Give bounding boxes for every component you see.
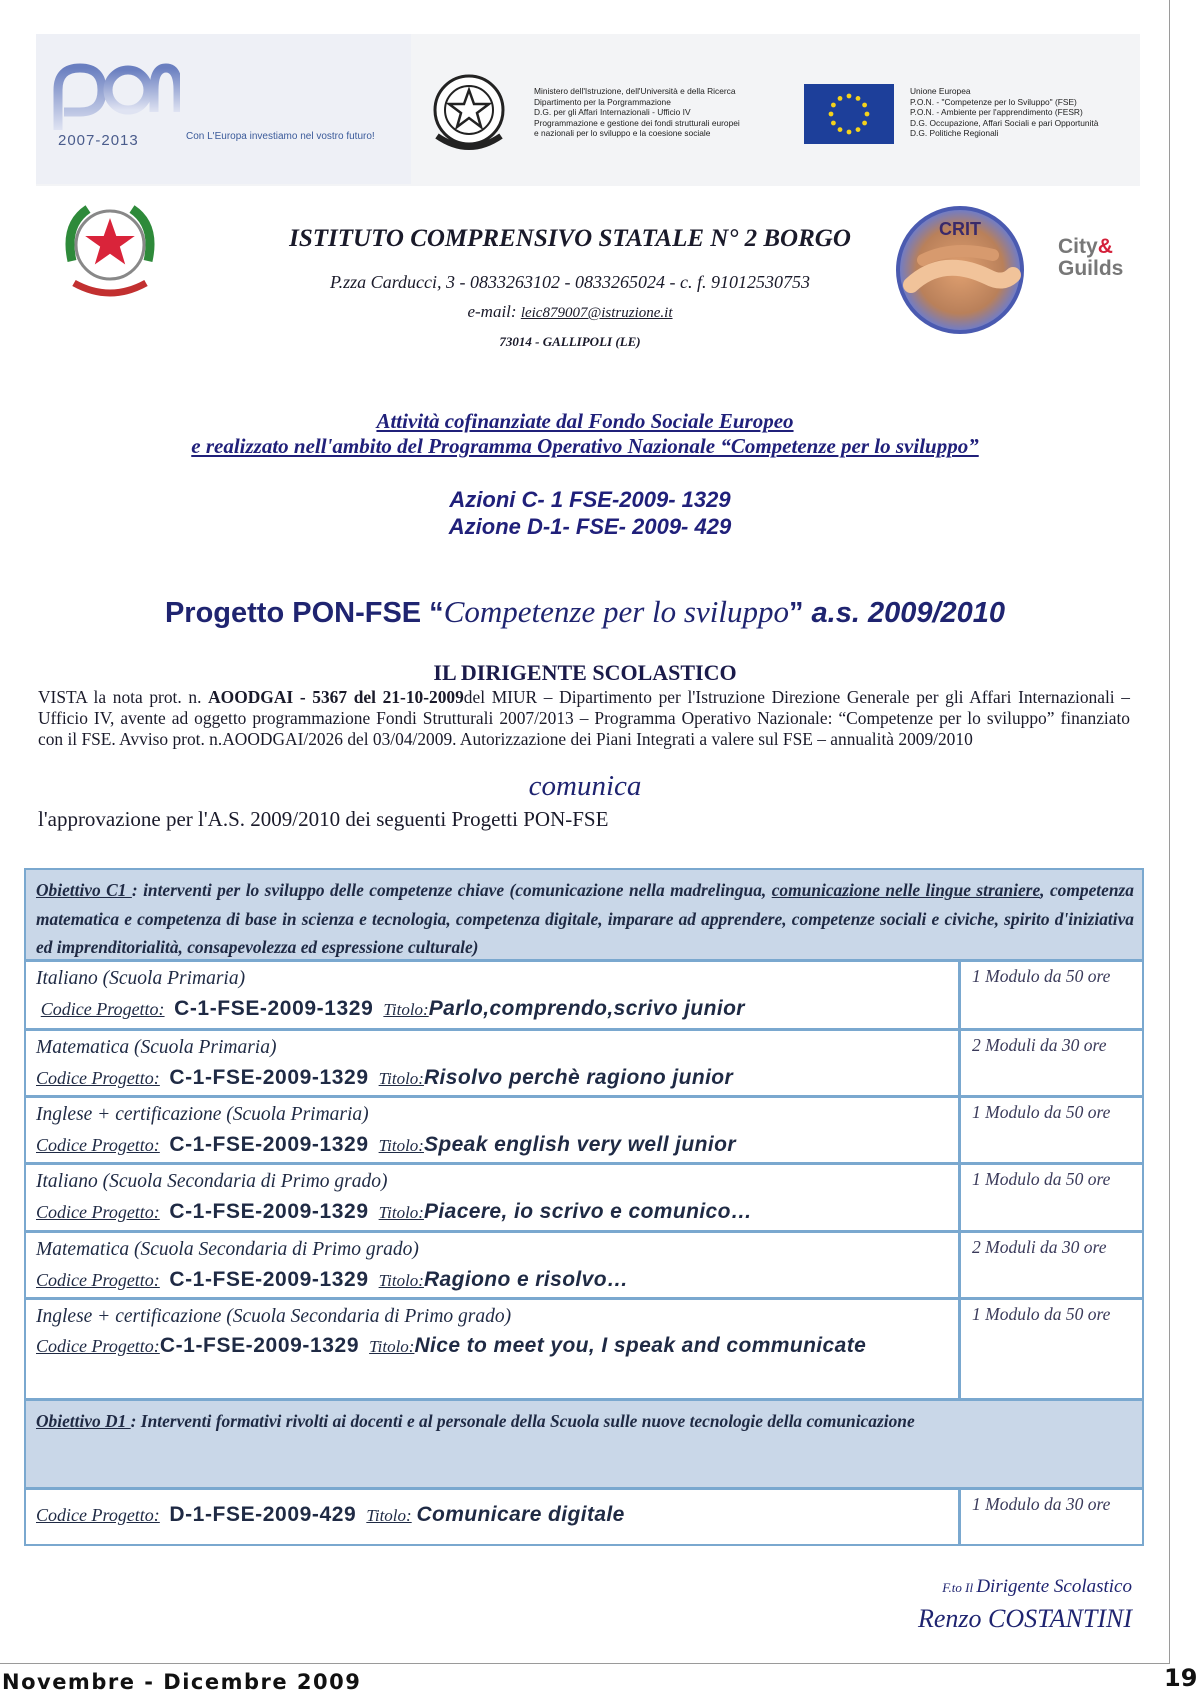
pon-years: 2007-2013 — [58, 132, 139, 149]
project-code: C-1-FSE-2009-1329 — [169, 1066, 369, 1089]
project-code: C-1-FSE-2009-1329 — [169, 1200, 369, 1223]
italian-republic-emblem-color-icon — [58, 195, 162, 305]
project-cell — [36, 966, 966, 1027]
code-label: Codice Progetto: — [36, 1270, 160, 1290]
obiettivo-c1-text — [36, 876, 1134, 962]
project-code: C-1-FSE-2009-1329 — [169, 1268, 369, 1291]
azione-c1: Azioni C- 1 FSE-2009- 1329 — [449, 487, 731, 512]
progetto-quote: ” — [788, 597, 812, 629]
code-label: Codice Progetto: — [36, 1336, 160, 1356]
vista-intro: VISTA la nota prot. n. — [38, 687, 209, 707]
azioni-block — [380, 486, 800, 540]
obiettivo-d1-row — [26, 1401, 1142, 1490]
email-label: e-mail: — [467, 302, 521, 321]
project-subject: Inglese + certificazione (Scuola Primaria) — [36, 1104, 369, 1125]
project-code: C-1-FSE-2009-1329 — [159, 1334, 360, 1357]
project-code: C-1-FSE-2009-1329 — [169, 1133, 369, 1156]
project-subject: Italiano (Scuola Secondaria di Primo grado) — [36, 1171, 388, 1192]
project-modules: 1 Modulo da 50 ore — [972, 1102, 1111, 1122]
pon-motto: Con L'Europa investiamo nel vostro futuro! — [186, 131, 375, 142]
obiettivo-c1-part-b: , competenza matematica e competenza di base in scienza e tecnologia, competenza digitale, imparare ad apprendere, competenze sociali e civiche, spirito d'iniziativa ed imprenditorialità, consapevolezza ed espressione culturale) — [36, 880, 1134, 957]
project-subject: Italiano (Scuola Primaria) — [36, 968, 246, 989]
table-row — [26, 962, 1142, 1031]
vista-body: del MIUR – Dipartimento per l'Istruzione Direzione Generale per gli Affari Internazionali – Ufficio IV, avente ad oggetto programmazione Fondi Strutturali 2007/2013 – Programma Operativo Nazionale: “Competenze per lo sviluppo” finanziato con il FSE. Avviso prot. n.AOODGAI/2026 del 03/04/2009. Autorizzazione dei Piani Integrati a valere sul FSE – annualità 2009/2010 — [38, 687, 1131, 749]
school-city: 73014 - GALLIPOLI (LE) — [499, 334, 641, 349]
signature-prefix: F.to Il — [942, 1580, 977, 1595]
signature-name: Renzo COSTANTINI — [917, 1604, 1132, 1633]
project-code-line — [36, 1061, 966, 1096]
project-cell — [36, 1494, 966, 1533]
project-modules: 1 Modulo da 50 ore — [972, 1169, 1111, 1189]
column-divider — [958, 1490, 961, 1544]
logo-banner — [36, 34, 1140, 186]
project-code-line — [36, 1498, 966, 1533]
italian-republic-emblem-icon — [429, 66, 509, 158]
project-title: Ragiono e risolvo… — [423, 1268, 629, 1291]
project-cell — [36, 1102, 966, 1163]
footer-date: Novembre - Dicembre 2009 — [2, 1670, 362, 1694]
city-guilds-logo — [1058, 236, 1132, 280]
email-link[interactable]: leic879007@istruzione.it — [520, 305, 673, 321]
project-title: Risolvo perchè ragiono junior — [423, 1066, 734, 1089]
projects-table — [24, 868, 1144, 1546]
project-cell — [36, 1035, 966, 1096]
project-title: Speak english very well junior — [423, 1133, 736, 1156]
cg-amp: & — [1097, 235, 1113, 258]
project-title: Nice to meet you, I speak and communicate — [414, 1334, 867, 1357]
table-row — [26, 1165, 1142, 1233]
column-divider — [958, 1031, 961, 1098]
eu-text: Unione Europea P.O.N. - "Competenze per lo Sviluppo" (FSE) P.O.N. - Ambiente per l'apprendimento (FESR) D.G. Occupazione, Affari Sociali e pari Opportunità D.G. Politiche Regionali — [910, 86, 1099, 139]
approvazione-text: l'approvazione per l'A.S. 2009/2010 dei seguenti Progetti PON-FSE — [38, 807, 609, 831]
vista-paragraph — [38, 687, 1130, 750]
project-modules: 2 Moduli da 30 ore — [972, 1035, 1107, 1055]
obiettivo-c1-underlined: comunicazione nelle lingue straniere — [771, 880, 1041, 900]
title-label: Titolo: — [378, 1136, 424, 1155]
table-row — [26, 1300, 1142, 1401]
project-code-line — [36, 1263, 966, 1298]
table-row — [26, 1490, 1142, 1544]
table-row — [26, 1031, 1142, 1098]
project-cell — [36, 1304, 966, 1363]
page-number: 19 — [1164, 1664, 1198, 1692]
obiettivo-c1-row — [26, 870, 1142, 962]
project-title: Comunicare digitale — [416, 1503, 625, 1526]
table-row — [26, 1098, 1142, 1165]
pon-logo-block — [36, 34, 411, 184]
project-cell — [36, 1169, 966, 1230]
project-code: C-1-FSE-2009-1329 — [174, 997, 374, 1020]
project-title: Piacere, io scrivo e comunico… — [423, 1200, 753, 1223]
title-label: Titolo: — [366, 1506, 412, 1525]
project-cell — [36, 1237, 966, 1298]
project-modules: 1 Modulo da 30 ore — [972, 1494, 1111, 1514]
progetto-prefix: Progetto PON-FSE “ — [164, 597, 444, 629]
school-address: P.zza Carducci, 3 - 0833263102 - 0833265024 - c. f. 91012530753 — [330, 272, 810, 292]
eu-flag-icon — [804, 84, 894, 144]
comunica-heading: comunica — [528, 770, 642, 802]
vista-prot: AOODGAI - 5367 del 21-10-2009 — [208, 687, 464, 707]
crit-logo — [893, 205, 1027, 335]
project-modules: 1 Modulo da 50 ore — [972, 1304, 1111, 1324]
project-code-line — [36, 1128, 966, 1163]
title-label: Titolo: — [378, 1271, 424, 1290]
ministry-text: Ministero dell'Istruzione, dell'Università e della Ricerca Dipartimento per la Porgrammazione D.G. per gli Affari Internazionali - Ufficio IV Programmazione e gestione dei fondi strutturali europei e nazionali per lo sviluppo e la coesione sociale — [534, 86, 740, 139]
school-name: ISTITUTO COMPRENSIVO STATALE N° 2 BORGO — [289, 225, 851, 252]
fse-heading-1: Attività cofinanziate dal Fondo Sociale Europeo — [376, 409, 794, 433]
school-email — [220, 302, 920, 322]
crit-logo-text: CRIT — [939, 219, 981, 239]
column-divider — [958, 1300, 961, 1401]
obiettivo-c1-key: Obiettivo C1 — [36, 880, 132, 900]
obiettivo-c1-part-a: : interventi per lo sviluppo delle competenze chiave (comunicazione nella madrelingua, — [131, 880, 772, 900]
obiettivo-d1-key: Obiettivo D1 — [36, 1411, 131, 1431]
project-subject: Inglese + certificazione (Scuola Secondaria di Primo grado) — [36, 1306, 512, 1327]
title-label: Titolo: — [383, 1000, 429, 1019]
azione-d1: Azione D-1- FSE- 2009- 429 — [448, 514, 732, 539]
fse-heading-2: e realizzato nell'ambito del Programma Operativo Nazionale “Competenze per lo sviluppo” — [191, 434, 979, 458]
column-divider — [958, 1165, 961, 1233]
column-divider — [958, 962, 961, 1031]
code-label: Codice Progetto: — [36, 1202, 160, 1222]
dirigente-heading: IL DIRIGENTE SCOLASTICO — [433, 660, 737, 685]
code-label: Codice Progetto: — [36, 1068, 160, 1088]
signature-role — [700, 1576, 1132, 1598]
progetto-title — [80, 594, 1090, 630]
project-title: Parlo,comprendo,scrivo junior — [428, 997, 745, 1020]
project-modules: 1 Modulo da 50 ore — [972, 966, 1111, 986]
column-divider — [958, 1098, 961, 1165]
project-subject: Matematica (Scuola Primaria) — [36, 1037, 277, 1058]
progetto-year: a.s. 2009/2010 — [811, 597, 1006, 629]
title-label: Titolo: — [378, 1203, 424, 1222]
project-code-line — [36, 1195, 966, 1230]
obiettivo-d1-text — [36, 1407, 1134, 1436]
project-modules: 2 Moduli da 30 ore — [972, 1237, 1107, 1257]
code-label: Codice Progetto: — [40, 999, 165, 1019]
project-code-line — [36, 1330, 966, 1363]
progetto-name: Competenze per lo sviluppo — [443, 594, 789, 629]
column-divider — [958, 1233, 961, 1300]
project-subject: Matematica (Scuola Secondaria di Primo grado) — [36, 1239, 419, 1260]
code-label: Codice Progetto: — [36, 1135, 160, 1155]
cg-city: City — [1058, 235, 1098, 258]
code-label: Codice Progetto: — [36, 1505, 160, 1525]
cg-guilds: Guilds — [1058, 257, 1124, 280]
title-label: Titolo: — [378, 1069, 424, 1088]
signature-role-text: Dirigente Scolastico — [976, 1576, 1132, 1597]
title-label: Titolo: — [369, 1337, 415, 1356]
project-code-line — [36, 992, 966, 1027]
obiettivo-d1-body: : Interventi formativi rivolti ai docenti e al personale della Scuola sulle nuove tecnologie della comunicazione — [130, 1411, 915, 1431]
project-code: D-1-FSE-2009-429 — [169, 1503, 357, 1526]
table-row — [26, 1233, 1142, 1300]
